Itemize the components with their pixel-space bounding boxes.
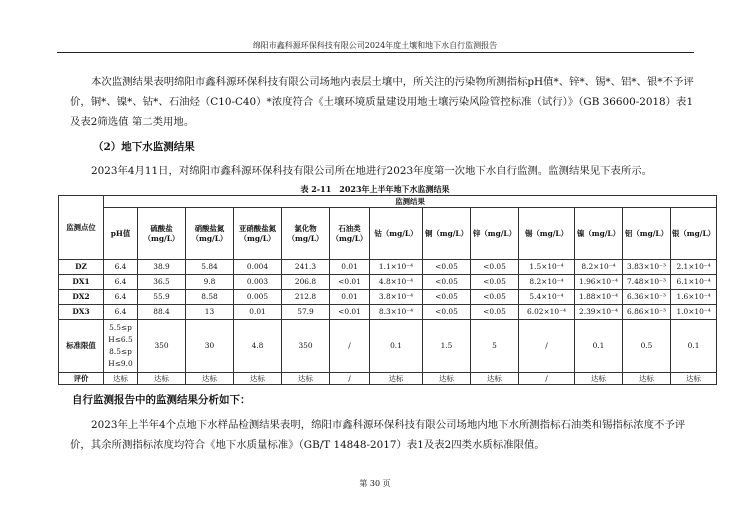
table-cell: <0.01 (330, 275, 370, 290)
evaluation-cell: 达标 (370, 373, 423, 385)
column-header: 铝（mg/L） (623, 208, 671, 260)
evaluation-cell: / (330, 373, 370, 385)
table-cell: 6.02×10⁻⁴ (519, 305, 575, 320)
table-cell: 0.004 (234, 260, 282, 275)
row-point-label: DX1 (59, 275, 104, 290)
column-header: 锡（mg/L） (519, 208, 575, 260)
table-cell: 36.5 (138, 275, 186, 290)
table-cell: 8.2×10⁻⁴ (519, 275, 575, 290)
table-cell: 241.3 (282, 260, 330, 275)
column-header: 亚硝酸盐氮（mg/L） (234, 208, 282, 260)
limit-label: 标准限值 (59, 320, 104, 373)
evaluation-cell: 达标 (575, 373, 623, 385)
table-cell: 2.39×10⁻⁴ (575, 305, 623, 320)
table-row (59, 305, 717, 320)
table-cell: 5.84 (186, 260, 234, 275)
page-header: 绵阳市鑫科源环保科技有限公司2024年度土壤和地下水自行监测报告 (252, 41, 498, 50)
table-cell: 6.36×10⁻³ (623, 290, 671, 305)
column-header: 铜（mg/L） (423, 208, 471, 260)
table-cell: 6.1×10⁻⁴ (671, 275, 717, 290)
row-point-label: DX3 (59, 305, 104, 320)
column-header: 锌（mg/L） (471, 208, 519, 260)
table-cell: 0.01 (330, 290, 370, 305)
evaluation-cell: / (519, 373, 575, 385)
table-cell: 8.58 (186, 290, 234, 305)
column-header-row (59, 208, 717, 260)
page-number: 第 30 页 (359, 479, 391, 488)
column-header: 镍（mg/L） (575, 208, 623, 260)
analysis-heading: 自行监测报告中的监测结果分析如下： (72, 394, 251, 406)
table-cell: 55.9 (138, 290, 186, 305)
ph-limit-line: 8.5≤p (109, 347, 132, 356)
table-cell: 9.8 (186, 275, 234, 290)
evaluation-cell: 达标 (423, 373, 471, 385)
column-header: 银（mg/L） (671, 208, 717, 260)
table-caption: 表 2-11 2023年上半年地下水监测结果 (300, 184, 450, 194)
table-cell: 1.96×10⁻⁴ (575, 275, 623, 290)
table-cell: <0.05 (471, 305, 519, 320)
row-point-label: DZ (59, 260, 104, 275)
limit-cell: / (519, 320, 575, 373)
column-header: 钴（mg/L） (370, 208, 423, 260)
evaluation-row (59, 373, 717, 385)
limit-cell: 4.8 (234, 320, 282, 373)
evaluation-cell: 达标 (186, 373, 234, 385)
ph-limit-line: H≤6.5 (108, 335, 133, 344)
table-cell: 3.8×10⁻⁴ (370, 290, 423, 305)
column-header: 石油类（mg/L） (330, 208, 370, 260)
evaluation-cell: 达标 (104, 373, 138, 385)
evaluation-cell: 达标 (234, 373, 282, 385)
table-cell: 13 (186, 305, 234, 320)
table-cell: <0.05 (471, 290, 519, 305)
standard-limit-row (59, 320, 717, 373)
ph-limit-line: H≤9.0 (108, 359, 133, 368)
table-row (59, 275, 717, 290)
paragraph-monitoring-intro (70, 161, 698, 181)
ph-limit-cell (104, 320, 138, 373)
limit-cell: 1.5 (423, 320, 471, 373)
table-cell: 212.8 (282, 290, 330, 305)
table-cell: <0.05 (423, 305, 471, 320)
evaluation-label: 评价 (59, 373, 104, 385)
ph-limit-line: 5.5≤p (109, 323, 132, 332)
table-row (59, 260, 717, 275)
table-cell: 1.0×10⁻⁴ (671, 305, 717, 320)
groundwater-results-table (58, 195, 717, 385)
evaluation-cell: 达标 (623, 373, 671, 385)
table-row (59, 290, 717, 305)
paragraph-analysis-text: 2023年上半年4个点地下水样品检测结果表明，绵阳市鑫科源环保科技有限公司场地内地下水所测指标石油类和锡指标浓度不予评价，其余所测指标浓度均符合《地下水质量标准》（GB/T 14848-2017）表1及表2四类水质标准限值。 (70, 419, 686, 451)
paragraph-intro-text: 2023年4月11日，对绵阳市鑫科源环保科技有限公司所在地进行2023年度第一次地下水自行监测。监测结果见下表所示。 (91, 165, 653, 177)
column-header: 硝酸盐氮（mg/L） (186, 208, 234, 260)
evaluation-cell: 达标 (138, 373, 186, 385)
paragraph-soil-results (70, 72, 698, 132)
col-header-point: 监测点位 (59, 196, 104, 260)
limit-cell: 0.1 (671, 320, 717, 373)
limit-cell: 0.5 (623, 320, 671, 373)
table-cell: 88.4 (138, 305, 186, 320)
column-header: 氯化物（mg/L） (282, 208, 330, 260)
limit-cell: 30 (186, 320, 234, 373)
evaluation-cell: 达标 (282, 373, 330, 385)
header-rule (57, 52, 694, 53)
paragraph-analysis (70, 415, 698, 455)
table-cell: <0.05 (423, 275, 471, 290)
limit-cell: 350 (138, 320, 186, 373)
table-cell: 1.6×10⁻⁴ (671, 290, 717, 305)
limit-cell: 5 (471, 320, 519, 373)
table-cell: 38.9 (138, 260, 186, 275)
table-cell: 6.4 (104, 290, 138, 305)
limit-cell: 350 (282, 320, 330, 373)
table-cell: <0.05 (471, 275, 519, 290)
table-cell: <0.05 (423, 290, 471, 305)
table-cell: 2.1×10⁻⁴ (671, 260, 717, 275)
table-cell: 6.86×10⁻³ (623, 305, 671, 320)
evaluation-cell: 达标 (471, 373, 519, 385)
table-cell: 0.01 (330, 260, 370, 275)
table-cell: 1.88×10⁻⁴ (575, 290, 623, 305)
table-cell: 0.005 (234, 290, 282, 305)
table-cell: 8.3×10⁻⁴ (370, 305, 423, 320)
table-cell: <0.05 (423, 260, 471, 275)
column-header: 硫酸盐（mg/L） (138, 208, 186, 260)
table-cell: <0.01 (330, 305, 370, 320)
evaluation-cell: 达标 (671, 373, 717, 385)
limit-cell: 0.1 (370, 320, 423, 373)
table-cell: 6.4 (104, 275, 138, 290)
limit-cell: / (330, 320, 370, 373)
table-cell: 0.003 (234, 275, 282, 290)
table-cell: 57.9 (282, 305, 330, 320)
table-cell: 4.8×10⁻⁴ (370, 275, 423, 290)
column-header: pH值 (104, 208, 138, 260)
row-point-label: DX2 (59, 290, 104, 305)
limit-cell: 0.1 (575, 320, 623, 373)
group-header: 监测结果 (104, 196, 717, 208)
table-cell: 6.4 (104, 305, 138, 320)
table-cell: 1.5×10⁻⁴ (519, 260, 575, 275)
table-cell: 0.01 (234, 305, 282, 320)
table-cell: 5.4×10⁻⁴ (519, 290, 575, 305)
table-cell: 6.4 (104, 260, 138, 275)
table-cell: <0.05 (471, 260, 519, 275)
table-cell: 206.8 (282, 275, 330, 290)
table-cell: 1.1×10⁻⁴ (370, 260, 423, 275)
table-cell: 3.83×10⁻³ (623, 260, 671, 275)
section-subheading: （2）地下水监测结果 (93, 141, 195, 153)
paragraph-soil-text: 本次监测结果表明绵阳市鑫科源环保科技有限公司场地内表层土壤中，所关注的污染物所测指标pH值*、锌*、锡*、铝*、银*不予评价，铜*、镍*、钴*、石油烃（C10-C40）*浓度符合《土壤环境质量建设用地土壤污染风险管控标准（试行）》（GB 36600-2018）表1及表2筛选值 第二类用地。 (70, 76, 694, 128)
table-cell: 8.2×10⁻⁴ (575, 260, 623, 275)
table-cell: 7.48×10⁻³ (623, 275, 671, 290)
